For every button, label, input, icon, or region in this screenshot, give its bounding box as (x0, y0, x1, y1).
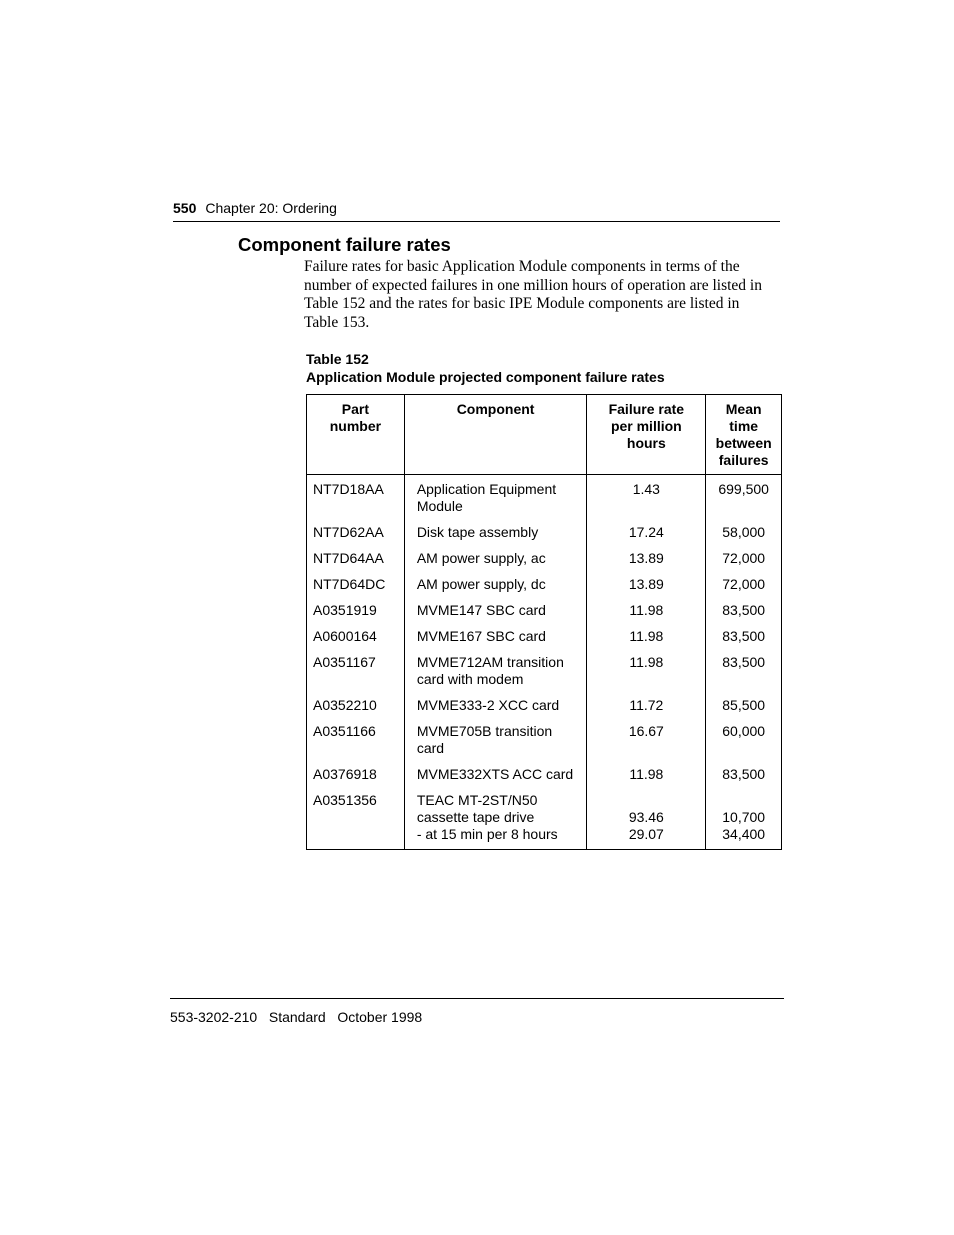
cell-mtbf: 58,000 (706, 520, 782, 546)
chapter-title: Chapter 20: Ordering (205, 200, 337, 216)
cell-mtbf: 60,000 (706, 719, 782, 762)
section-title: Component failure rates (238, 234, 451, 255)
cell-part-number: NT7D64AA (307, 546, 405, 572)
cell-failure-rate: 11.72 (587, 693, 706, 719)
cell-mtbf: 699,500 (706, 475, 782, 521)
cell-failure-rate: 17.24 (587, 520, 706, 546)
table-title: Application Module projected component failure rates (306, 368, 665, 385)
cell-component: AM power supply, ac (404, 546, 587, 572)
header-mtbf: Mean time between failures (706, 395, 782, 475)
cell-failure-rate: 1.43 (587, 475, 706, 521)
page-footer: 553-3202-210 Standard October 1998 (170, 998, 784, 1025)
cell-component: AM power supply, dc (404, 572, 587, 598)
table-row (307, 520, 782, 546)
cell-component: MVME167 SBC card (404, 624, 587, 650)
table-number: Table 152 (306, 351, 369, 367)
table-row (307, 598, 782, 624)
cell-component: MVME712AM transition card with modem (404, 650, 587, 693)
cell-failure-rate: 11.98 (587, 624, 706, 650)
cell-part-number: A0352210 (307, 693, 405, 719)
cell-part-number: NT7D62AA (307, 520, 405, 546)
cell-failure-rate: 11.98 (587, 598, 706, 624)
cell-mtbf: 10,700 34,400 (706, 788, 782, 850)
intro-paragraph: Failure rates for basic Application Module components in terms of the number of expected failures in one million hours of operation are listed in Table 152 and the rates for basic IPE Module components are listed in Table 153. (304, 258, 762, 332)
header-part-number: Part number (307, 395, 405, 475)
cell-part-number: NT7D18AA (307, 475, 405, 521)
cell-mtbf: 72,000 (706, 572, 782, 598)
failure-rate-table (306, 394, 782, 850)
cell-part-number: NT7D64DC (307, 572, 405, 598)
cell-mtbf: 72,000 (706, 546, 782, 572)
cell-mtbf: 83,500 (706, 762, 782, 788)
cell-part-number: A0351356 (307, 788, 405, 850)
table-row (307, 693, 782, 719)
table-row (307, 546, 782, 572)
cell-mtbf: 83,500 (706, 650, 782, 693)
cell-failure-rate: 93.46 29.07 (587, 788, 706, 850)
cell-component: MVME705B transition card (404, 719, 587, 762)
cell-part-number: A0351919 (307, 598, 405, 624)
cell-failure-rate: 11.98 (587, 650, 706, 693)
cell-mtbf: 85,500 (706, 693, 782, 719)
table-row (307, 624, 782, 650)
cell-mtbf: 83,500 (706, 598, 782, 624)
table-row (307, 719, 782, 762)
table-row (307, 650, 782, 693)
page-header (173, 200, 780, 222)
table-row (307, 475, 782, 521)
cell-component: MVME332XTS ACC card (404, 762, 587, 788)
cell-mtbf: 83,500 (706, 624, 782, 650)
table-row (307, 572, 782, 598)
table-row (307, 762, 782, 788)
table-row (307, 788, 782, 850)
cell-component: MVME333-2 XCC card (404, 693, 587, 719)
cell-component: Application Equipment Module (404, 475, 587, 521)
cell-failure-rate: 13.89 (587, 546, 706, 572)
cell-part-number: A0351166 (307, 719, 405, 762)
cell-component: TEAC MT-2ST/N50 cassette tape drive - at 15 min per 8 hours (404, 788, 587, 850)
cell-failure-rate: 11.98 (587, 762, 706, 788)
header-failure-rate: Failure rate per million hours (587, 395, 706, 475)
cell-part-number: A0376918 (307, 762, 405, 788)
table-header-row (307, 395, 782, 475)
cell-component: MVME147 SBC card (404, 598, 587, 624)
header-component: Component (404, 395, 587, 475)
cell-part-number: A0600164 (307, 624, 405, 650)
table-caption (306, 351, 665, 386)
cell-part-number: A0351167 (307, 650, 405, 693)
cell-failure-rate: 16.67 (587, 719, 706, 762)
cell-component: Disk tape assembly (404, 520, 587, 546)
page-number: 550 (173, 200, 197, 216)
cell-failure-rate: 13.89 (587, 572, 706, 598)
